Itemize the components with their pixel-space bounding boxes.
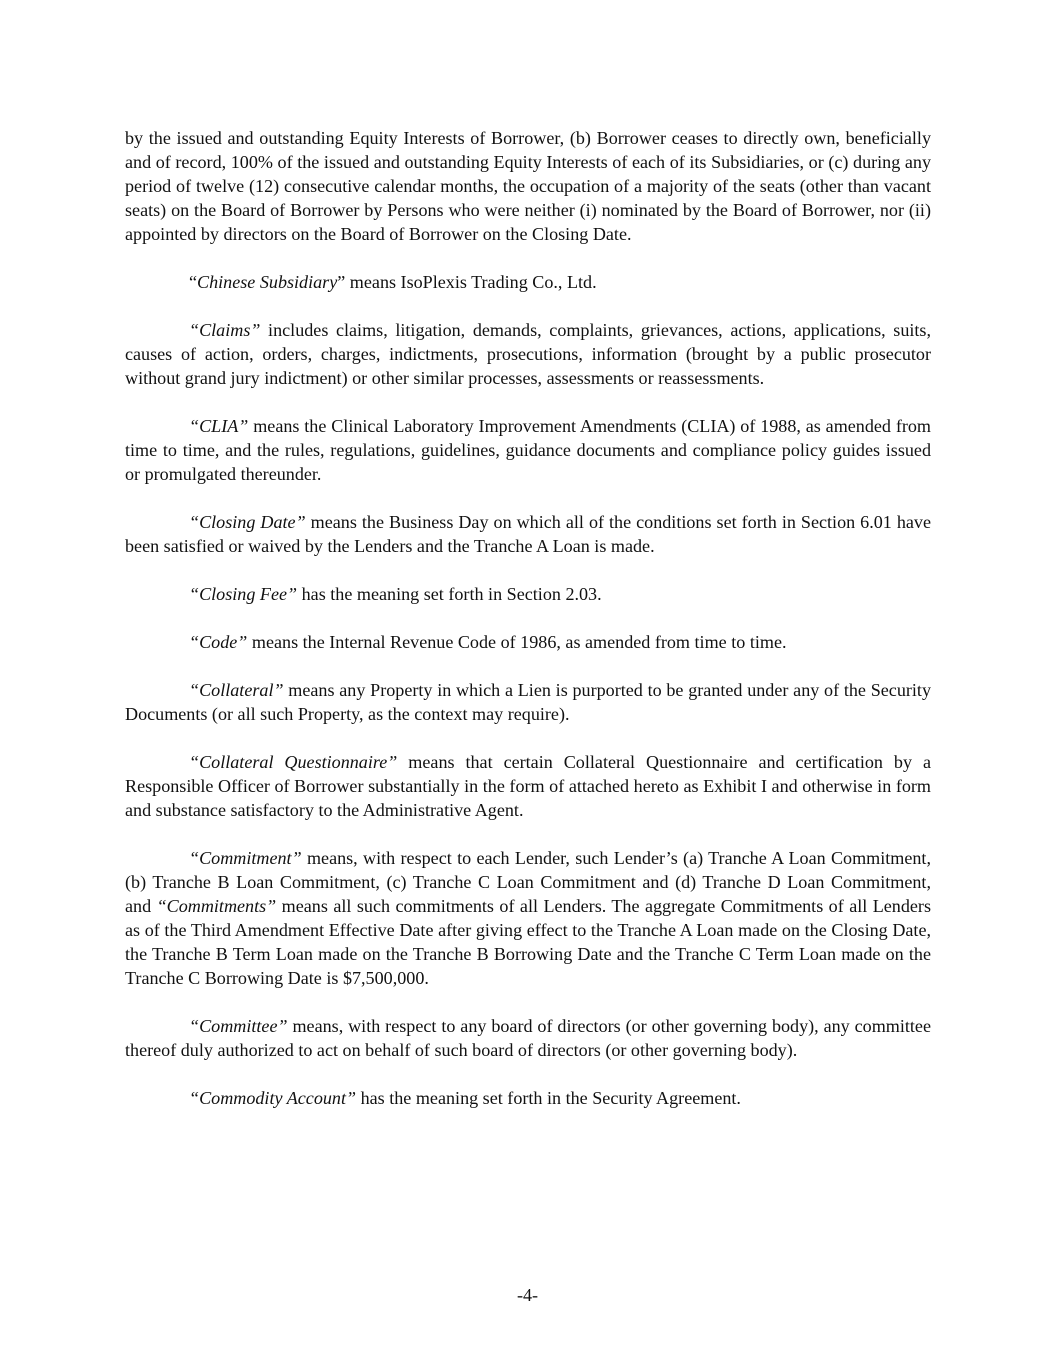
definition-committee <box>125 1014 931 1062</box>
defined-term-commitments: “Commitments” <box>156 896 277 916</box>
open-quote: “ <box>189 320 200 340</box>
definition-text: means the Business Day on which all of the conditions set forth in Section 6.01 have been satisfied or waived by the Lenders and the Tranche A Loan is made. <box>125 512 932 556</box>
definition-text: means any Property in which a Lien is purported to be granted under any of the Security Documents (or all such Property, as the context may require). <box>125 680 931 724</box>
close-quote: ” <box>287 584 298 604</box>
definition-text: has the meaning set forth in the Security Agreement. <box>356 1088 741 1108</box>
defined-term: Closing Fee <box>199 584 288 604</box>
definition-clia <box>125 414 931 486</box>
defined-term: Chinese Subsidiary <box>197 272 338 292</box>
open-quote: “ <box>189 272 198 292</box>
defined-term: Closing Date <box>199 512 296 532</box>
close-quote: ” <box>387 752 398 772</box>
open-quote: “ <box>189 1088 200 1108</box>
defined-term: Commitment <box>199 848 292 868</box>
open-quote: “ <box>189 848 200 868</box>
close-quote: ” <box>237 632 248 652</box>
defined-term: Committee <box>199 1016 278 1036</box>
definition-text: means IsoPlexis Trading Co., Ltd. <box>345 272 597 292</box>
open-quote: “ <box>189 584 200 604</box>
close-quote: ” <box>238 416 249 436</box>
close-quote: ” <box>345 1088 357 1108</box>
close-quote: ” <box>295 512 306 532</box>
definition-collateral <box>125 678 931 726</box>
close-quote: ” <box>291 848 302 868</box>
open-quote: “ <box>189 752 200 772</box>
definition-text: means, with respect to any board of directors (or other governing body), any committee thereof duly authorized to act on behalf of such board of directors (or other governing body). <box>125 1016 931 1060</box>
open-quote: “ <box>189 416 200 436</box>
definition-commitment <box>125 846 931 990</box>
definition-chinese-subsidiary <box>125 270 931 294</box>
open-quote: “ <box>189 632 200 652</box>
definition-closing-date <box>125 510 931 558</box>
definition-text: has the meaning set forth in Section 2.03. <box>297 584 602 604</box>
definition-commodity-account <box>125 1086 931 1110</box>
close-quote: ” <box>273 680 284 700</box>
defined-term: Code <box>199 632 238 652</box>
definition-text: means that certain Collateral Questionnaire and certification by a Responsible Officer of Borrower substantially in the form of attached hereto as Exhibit I and otherwise in form and substance satisfactory to the Administrative Agent. <box>125 752 931 820</box>
document-body <box>125 126 931 1134</box>
close-quote: ” <box>277 1016 288 1036</box>
open-quote: “ <box>189 1016 200 1036</box>
definition-text: means the Internal Revenue Code of 1986, as amended from time to time. <box>247 632 787 652</box>
definition-text: means the Clinical Laboratory Improvement Amendments (CLIA) of 1988, as amended from time to time, and the rules, regulations, guidelines, guidance documents and compliance policy guides issued or promulgated thereunder. <box>125 416 931 484</box>
page-number: -4- <box>516 1285 539 1305</box>
definition-text: means, with respect to each Lender, such Lender’s (a) Tranche A Loan Commitment, (b) Tranche B Loan Commitment, (c) Tranche C Loan Commitment and (d) Tranche D Loan Commitment, and <box>125 848 931 916</box>
defined-term: Collateral Questionnaire <box>199 752 388 772</box>
open-quote: “ <box>189 512 200 532</box>
defined-term: Collateral <box>199 680 274 700</box>
definition-code <box>125 630 931 654</box>
open-quote: “ <box>189 680 200 700</box>
defined-term: Commodity Account <box>199 1088 346 1108</box>
close-quote: ” <box>337 272 346 292</box>
definition-collateral-questionnaire <box>125 750 931 822</box>
definition-text-continued: means all such commitments of all Lenders. The aggregate Commitments of all Lenders as of the Third Amendment Effective Date after giving effect to the Tranche A Loan made on the Closing Date, the Tranche B Term Loan made on the Tranche B Borrowing Date and the Tranche C Term Loan made on the Tranche C Borrowing Date is $7,500,000. <box>125 896 931 988</box>
definition-closing-fee <box>125 582 931 606</box>
defined-term: Claims <box>199 320 251 340</box>
defined-term: CLIA <box>199 416 239 436</box>
definition-text: includes claims, litigation, demands, complaints, grievances, actions, applications, suits, causes of action, orders, charges, indictments, prosecutions, information (brought by a public prosecutor without grand jury indictment) or other similar processes, assessments or reassessments. <box>125 320 931 388</box>
close-quote: ” <box>250 320 261 340</box>
definition-claims <box>125 318 931 390</box>
continuation-paragraph: by the issued and outstanding Equity Interests of Borrower, (b) Borrower ceases to directly own, beneficially and of record, 100% of the issued and outstanding Equity Interests of each of its Subsidiaries, or (c) during any period of twelve (12) consecutive calendar months, the occupation of a majority of the seats (other than vacant seats) on the Board of Borrower by Persons who were neither (i) nominated by the Board of Borrower, nor (ii) appointed by directors on the Board of Borrower on the Closing Date. <box>125 128 931 244</box>
